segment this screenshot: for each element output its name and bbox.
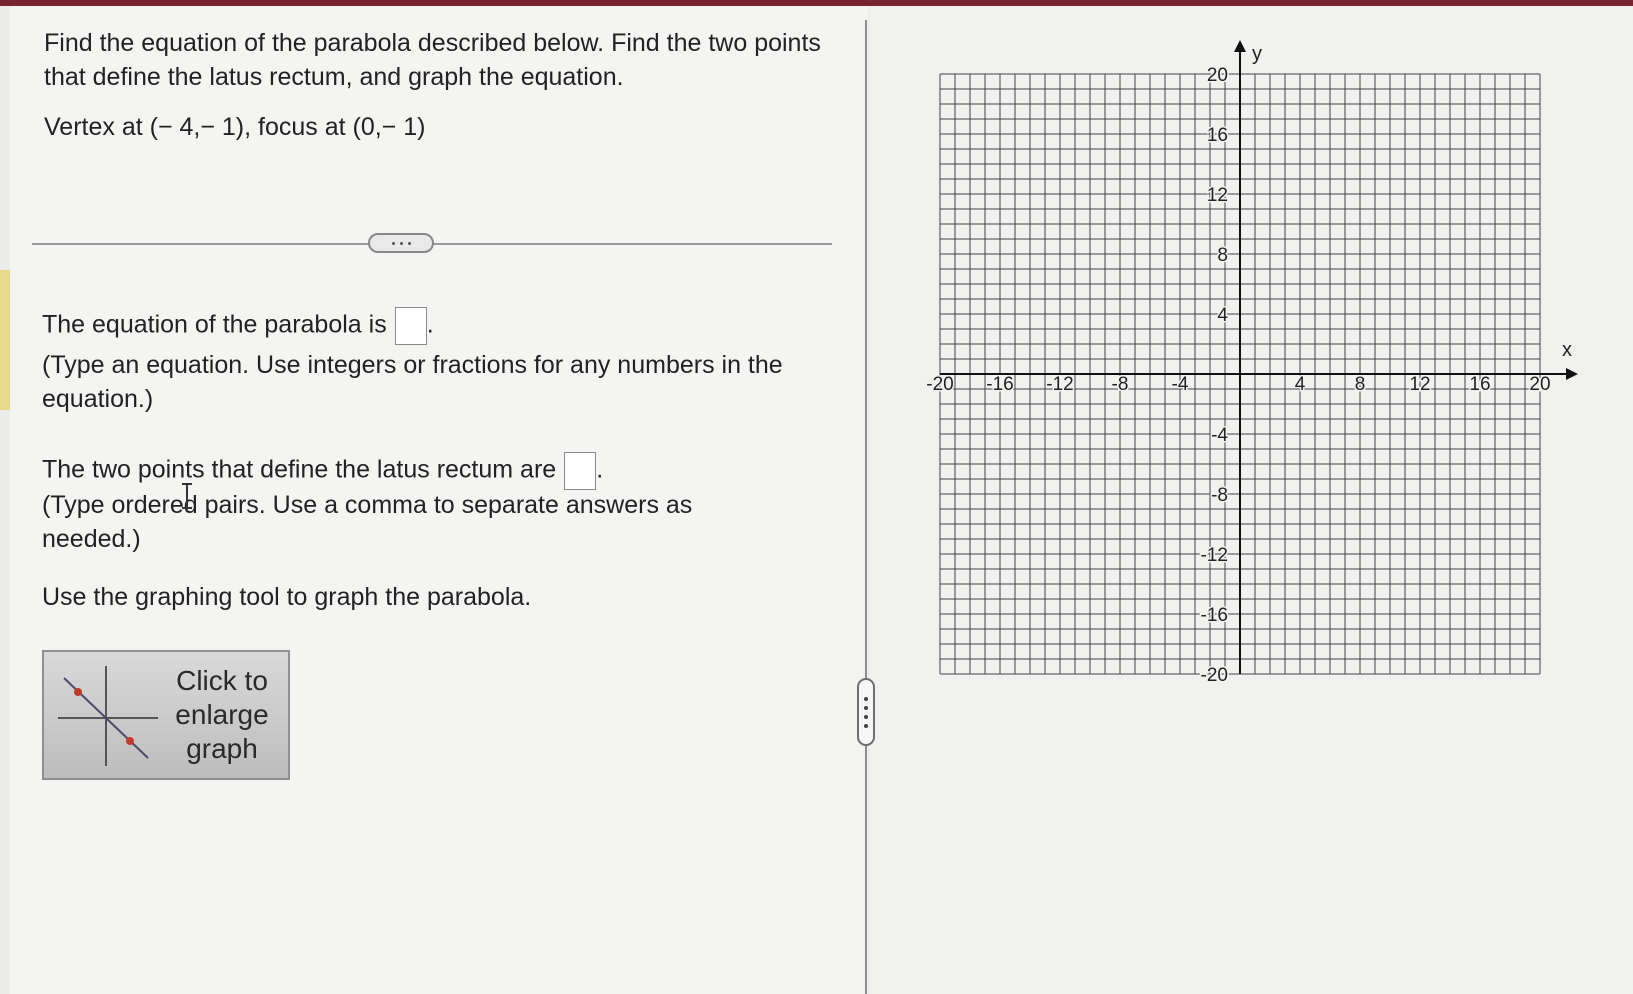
x-tick-label: -20	[926, 374, 954, 395]
left-edge-highlight	[0, 270, 10, 410]
x-axis-arrow-icon	[1566, 368, 1578, 380]
graph-prompt: Use the graphing tool to graph the parabola.	[42, 583, 532, 611]
y-tick-label: -16	[1200, 605, 1228, 626]
x-tick-label: -12	[1046, 374, 1074, 395]
x-axis-label: x	[1562, 339, 1572, 361]
y-tick-label: 12	[1206, 185, 1228, 206]
x-tick-label: 8	[1354, 374, 1366, 395]
question-instructions: Find the equation of the parabola described below. Find the two points that define the latus rectum, and graph the equation.	[44, 29, 821, 91]
y-axis-arrow-icon	[1234, 40, 1246, 52]
coordinate-grid[interactable]	[926, 40, 1630, 720]
y-tick-label: -12	[1200, 545, 1228, 566]
enlarge-graph-label: Click to enlarge graph	[175, 665, 269, 764]
x-tick-label: 20	[1529, 374, 1551, 395]
pane-splitter[interactable]	[865, 20, 867, 994]
latus-prompt: The two points that define the latus rectum are	[42, 455, 557, 484]
tick-labels	[926, 65, 1550, 686]
question-given: Vertex at (− 4,− 1), focus at (0,− 1)	[44, 113, 426, 141]
latus-answer-input[interactable]	[564, 452, 596, 490]
enlarge-graph-button[interactable]	[42, 650, 290, 780]
equation-answer-input[interactable]	[395, 307, 427, 345]
x-tick-label: 4	[1294, 374, 1306, 395]
x-tick-label: -16	[986, 374, 1014, 395]
latus-prompt-line: The two points that define the latus rectum are .	[42, 452, 832, 490]
vertical-dots-icon[interactable]	[857, 678, 875, 746]
y-tick-label: -8	[1211, 485, 1228, 506]
y-tick-label: 16	[1206, 125, 1228, 146]
y-tick-label: -4	[1211, 425, 1228, 446]
graph-thumbnail-icon	[58, 662, 158, 770]
axes	[940, 40, 1578, 674]
equation-prompt: The equation of the parabola is	[42, 310, 387, 339]
x-tick-label: 12	[1409, 374, 1431, 395]
y-tick-label: -20	[1200, 665, 1228, 686]
x-tick-label: 16	[1469, 374, 1491, 395]
y-tick-label: 4	[1217, 305, 1228, 326]
latus-hint: (Type ordered pairs. Use a comma to separate answers as needed.)	[42, 491, 693, 553]
x-tick-label: -8	[1111, 374, 1129, 395]
more-dots-icon[interactable]	[368, 233, 434, 253]
y-tick-label: 8	[1217, 245, 1228, 266]
equation-hint: (Type an equation. Use integers or fractions for any numbers in the equation.)	[42, 351, 783, 413]
equation-prompt-line: The equation of the parabola is .	[42, 307, 832, 345]
y-tick-label: 20	[1206, 65, 1228, 86]
x-tick-label: -4	[1171, 374, 1189, 395]
text-cursor-icon	[180, 482, 194, 510]
y-axis-label: y	[1252, 43, 1262, 65]
